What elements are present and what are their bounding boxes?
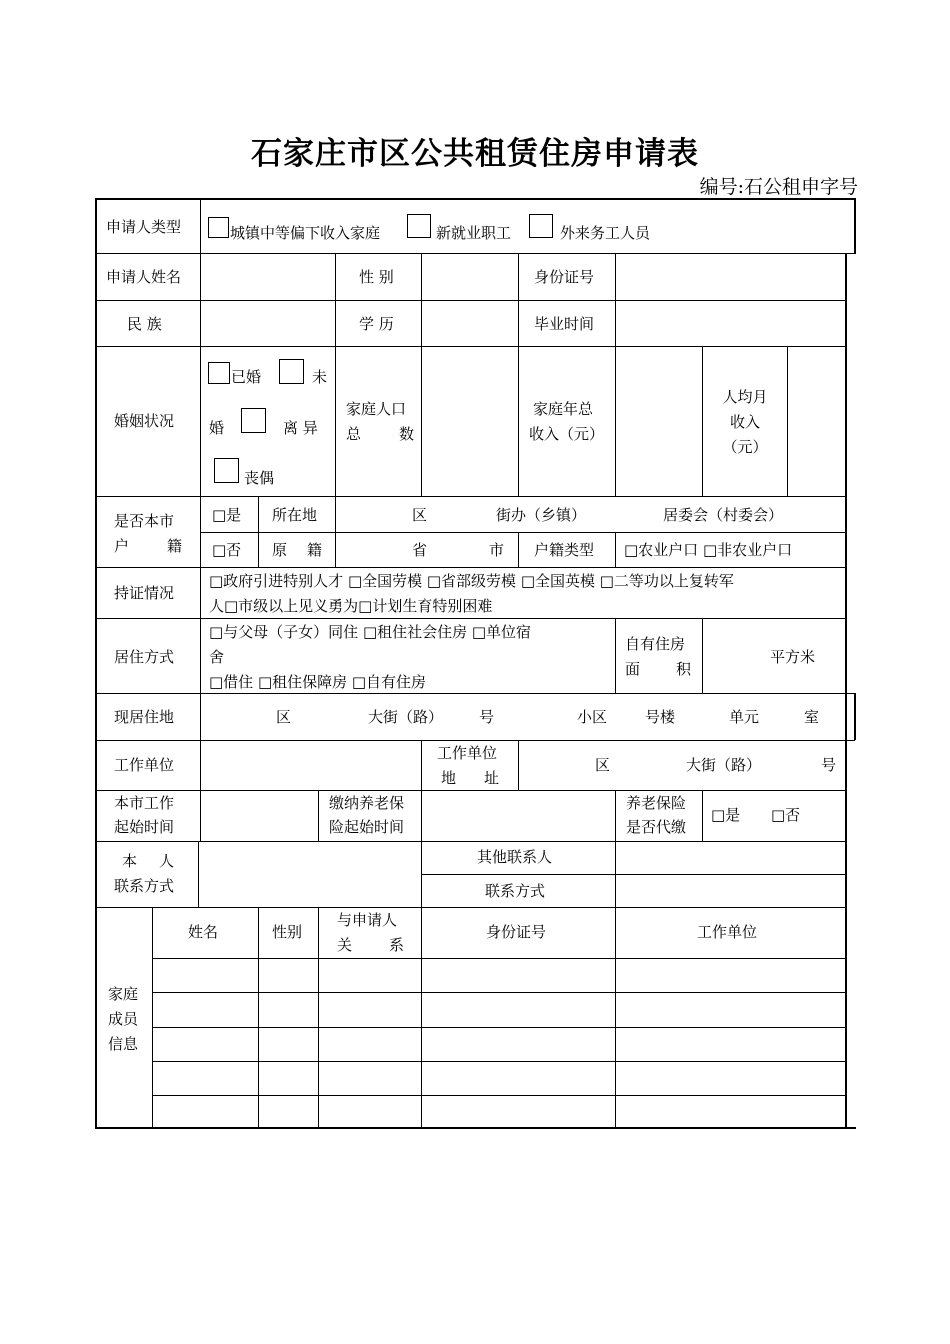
self-contact-field[interactable] [200,843,420,906]
area-unit-label: 平方米 [770,648,816,666]
pension-proxy-yes-checkbox[interactable]: □是 [711,806,741,824]
own-house-label-1: 自有住房 [625,635,686,653]
household-size-label-1: 家庭人口 [346,400,407,418]
certificate-label: 持证情况 [114,584,175,602]
family-member-rows[interactable] [153,959,845,1126]
pension-proxy-no-checkbox[interactable]: □否 [771,806,801,824]
family-info-label-2: 成员 [108,1010,139,1028]
family-header-employer: 工作单位 [697,923,758,941]
hukou-committee-label: 居委会（村委会） [663,506,784,524]
employer-number-label: 号 [821,756,837,774]
employer-street-label: 大街（路） [686,756,762,774]
applicant-name-label: 申请人姓名 [106,268,182,286]
family-header-id: 身份证号 [486,923,547,941]
other-contact-method-label: 联系方式 [485,882,546,900]
other-contact-method-field[interactable] [617,876,844,906]
employer-label: 工作单位 [114,756,175,774]
ethnicity-field[interactable] [202,302,334,345]
option-low-income-family: 城镇中等偏下收入家庭 [230,224,381,242]
family-info-label-1: 家庭 [108,985,139,1003]
other-contact-field[interactable] [617,843,844,873]
pension-proxy-label-1: 养老保险 [626,794,687,812]
pension-start-field[interactable] [423,792,614,840]
monthly-income-label-3: （元） [722,438,768,456]
current-address-label: 现居住地 [114,708,175,726]
checkbox-unmarried[interactable] [279,359,304,384]
local-hukou-label-1: 是否本市 [114,512,175,530]
page-title: 石家庄市区公共租赁住房申请表 [251,136,699,172]
family-header-gender: 性别 [272,923,303,941]
applicant-name-field[interactable] [202,255,334,299]
annual-income-label-1: 家庭年总 [533,400,594,418]
monthly-income-label-1: 人均月 [722,388,768,406]
monthly-income-field[interactable] [789,348,844,495]
self-contact-label-1: 本 人 [122,852,174,870]
own-house-label-2: 面 积 [625,660,691,678]
id-number-field[interactable] [617,255,844,299]
option-married: 已婚 [231,368,262,386]
other-contact-label: 其他联系人 [477,848,553,866]
ethnicity-label: 民 族 [127,315,162,333]
pension-start-label-2: 险起始时间 [329,818,405,836]
hukou-street-label: 街办（乡镇） [496,506,587,524]
address-building-label: 号楼 [645,708,676,726]
employer-address-label-2: 地 址 [441,769,499,787]
work-start-field[interactable] [202,792,317,840]
hukou-type-options[interactable]: □农业户口 □非农业户口 [624,541,793,559]
family-header-relation-1: 与申请人 [337,911,398,929]
address-unit-label: 单元 [729,708,760,726]
hukou-type-label: 户籍类型 [534,541,595,559]
id-number-label: 身份证号 [534,268,595,286]
monthly-income-label-2: 收入 [729,413,760,431]
address-community-label: 小区 [577,708,608,726]
work-start-label-2: 起始时间 [114,818,175,836]
employer-address-label-1: 工作单位 [437,744,498,762]
hukou-origin-label: 原 籍 [272,541,322,559]
self-contact-label-2: 联系方式 [114,877,175,895]
checkbox-married[interactable] [208,362,230,384]
hukou-location-label: 所在地 [272,506,318,524]
address-district-label: 区 [276,708,292,726]
marital-status-label: 婚姻状况 [114,412,175,430]
hukou-city-label: 市 [489,541,505,559]
hukou-province-label: 省 [412,541,428,559]
checkbox-new-employee[interactable] [407,214,431,238]
work-start-label-1: 本市工作 [114,794,175,812]
pension-proxy-label-2: 是否代缴 [626,818,687,836]
hukou-yes-checkbox[interactable]: □是 [212,506,242,524]
gender-field[interactable] [423,255,517,299]
residence-options-line2: 舍 [209,648,225,666]
option-unmarried-part2: 婚 [209,419,225,437]
residence-options-line3[interactable]: □借住 □租住保障房 □自有住房 [209,673,427,691]
checkbox-widowed[interactable] [214,458,239,483]
checkbox-low-income-family[interactable] [208,217,229,238]
certificate-options-line1[interactable]: □政府引进特别人才 □全国劳模 □省部级劳模 □全国英模 □二等功以上复转军 [209,572,734,590]
education-field[interactable] [423,302,517,345]
residence-options-line1[interactable]: □与父母（子女）同住 □租住社会住房 □单位宿 [209,623,532,641]
graduation-time-label: 毕业时间 [534,315,595,333]
household-size-label-2: 总 数 [346,425,414,443]
option-unmarried-part1: 未 [312,368,328,386]
serial-number: 编号:石公租申字号 [699,176,858,198]
applicant-type-label: 申请人类型 [106,218,182,236]
graduation-time-field[interactable] [617,302,844,345]
family-header-name: 姓名 [188,923,219,941]
annual-income-field[interactable] [617,348,701,495]
address-room-label: 室 [804,708,820,726]
employer-district-label: 区 [595,756,611,774]
gender-label: 性 别 [359,268,394,286]
annual-income-label-2: 收入（元） [529,425,605,443]
option-widowed: 丧偶 [244,469,275,487]
option-migrant-worker: 外来务工人员 [560,224,651,242]
employer-field[interactable] [202,742,420,789]
option-new-employee: 新就业职工 [436,224,512,242]
family-header-relation-2: 关 系 [337,936,404,954]
family-info-label-3: 信息 [108,1035,139,1053]
residence-mode-label: 居住方式 [114,648,175,666]
hukou-district-label: 区 [412,506,428,524]
education-label: 学 历 [359,315,394,333]
option-divorced: 离 异 [283,419,318,437]
checkbox-divorced[interactable] [241,408,266,433]
address-number-label: 号 [479,708,495,726]
address-street-label: 大街（路） [368,708,444,726]
local-hukou-label-2: 户 籍 [114,537,182,555]
pension-start-label-1: 缴纳养老保 [329,794,405,812]
checkbox-migrant-worker[interactable] [529,214,553,238]
certificate-options-line2[interactable]: 人□市级以上见义勇为□计划生育特别困难 [209,597,493,615]
household-size-field[interactable] [423,348,517,495]
hukou-no-checkbox[interactable]: □否 [212,541,242,559]
